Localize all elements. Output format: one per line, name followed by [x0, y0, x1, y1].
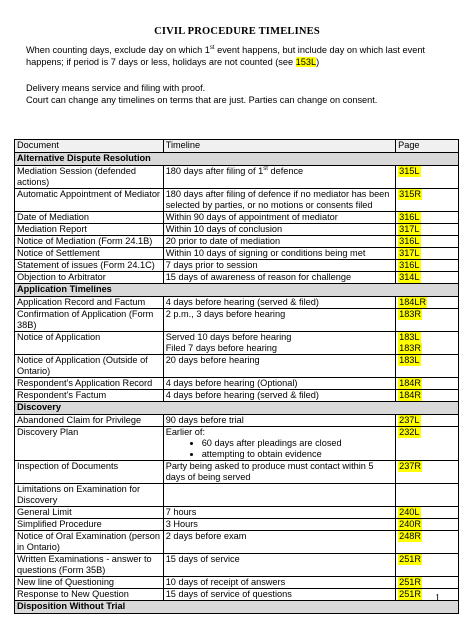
- table-row: Response to New Question 15 days of service of questions 251R: [15, 589, 459, 601]
- table-header: [15, 140, 459, 153]
- table-row: Notice of Application (Outside of Ontario) 20 days before hearing 183L: [15, 355, 459, 378]
- delivery-note: Delivery means service and filing with proof.: [26, 83, 206, 93]
- table-row: Written Examinations - answer to questions (Form 35B) 15 days of service 251R: [15, 554, 459, 577]
- table-row: Statement of issues (Form 24.1C) 7 days prior to session 316L: [15, 260, 459, 272]
- table-row: Notice of Mediation (Form 24.1B) 20 prior to date of mediation 316L: [15, 236, 459, 248]
- page-ref: 316L: [399, 212, 420, 222]
- table-row: Respondent’s Factum 4 days before hearing (served & filed) 184R: [15, 390, 459, 402]
- page-ref: 237R: [399, 461, 422, 471]
- court-note: Court can change any timelines on terms that are just. Parties can change on consent.: [26, 95, 378, 105]
- table-row: Confirmation of Application (Form 38B) 2 p.m., 3 days before hearing 183R: [15, 309, 459, 332]
- page-ref: 183L: [399, 355, 420, 365]
- page-ref: 316L: [399, 260, 420, 270]
- table-row: Notice of Oral Examination (person in Ontario) 2 days before exam 248R: [15, 531, 459, 554]
- bullet-list: • 60 days after pleadings are closed • attempting to obtain evidence: [166, 438, 393, 460]
- page-ref: 237L: [399, 415, 420, 425]
- document-title: CIVIL PROCEDURE TIMELINES: [154, 26, 320, 37]
- page-ref: 317L: [399, 224, 420, 234]
- table-row: Simplified Procedure 3 Hours 240R: [15, 519, 459, 531]
- page-ref: 251R: [399, 554, 422, 564]
- page-ref: 248R: [399, 531, 422, 541]
- page-ref: 232L: [399, 427, 420, 437]
- page-ref: 315R: [399, 189, 422, 199]
- page-ref: 183R: [399, 343, 422, 353]
- page-ref: 314L: [399, 272, 420, 282]
- table-row: Mediation Report Within 10 days of conclusion 317L: [15, 224, 459, 236]
- table-row: Notice of Application Served 10 days before hearing Filed 7 days before hearing 183L 183R: [15, 332, 459, 355]
- table-row: Discovery Plan Earlier of: • 60 days after pleadings are closed • attempting to obtain evidence 232L: [15, 427, 459, 461]
- page-ref: 251R: [399, 577, 422, 587]
- table-row: Automatic Appointment of Mediator 180 days after filing of defence if no mediator has been selected by parties, or no motions or consents filed 315R: [15, 189, 459, 212]
- table-row: Respondent’s Application Record 4 days before hearing (Optional) 184R: [15, 378, 459, 390]
- page-ref: 184LR: [399, 297, 427, 307]
- table-row: Abandoned Claim for Privilege 90 days before trial 237L: [15, 415, 459, 427]
- table-row: Notice of Settlement Within 10 days of signing or conditions being met 317L: [15, 248, 459, 260]
- page-ref: 317L: [399, 248, 420, 258]
- table-row: Date of Mediation Within 90 days of appointment of mediator 316L: [15, 212, 459, 224]
- section-header: Discovery: [15, 402, 459, 415]
- header-timeline: Timeline: [163, 140, 395, 153]
- table-row: Application Record and Factum 4 days before hearing (served & filed) 184LR: [15, 297, 459, 309]
- table-row: Inspection of Documents Party being asked to produce must contact within 5 days of being served 237R: [15, 461, 459, 484]
- page-ref: 251R: [399, 589, 422, 599]
- table-row: New line of Questioning 10 days of receipt of answers 251R: [15, 577, 459, 589]
- page-ref: 183L: [399, 332, 420, 342]
- header-document: Document: [15, 140, 164, 153]
- timelines-table: [14, 139, 459, 614]
- counting-rule: When counting days, exclude day on which 1st event happens, but include day on which last event happens; if period is 7 days or less, holidays are not counted (see 153L): [26, 44, 425, 67]
- table-row: Objection to Arbitrator 15 days of awareness of reason for challenge 314L: [15, 272, 459, 284]
- page-ref: 183R: [399, 309, 422, 319]
- section-header: Disposition Without Trial: [15, 601, 459, 614]
- page-ref: 316L: [399, 236, 420, 246]
- table-row: Mediation Session (defended actions) 180 days after filing of 1st defence 315L: [15, 166, 459, 189]
- page-ref: 240R: [399, 519, 422, 529]
- section-header: Alternative Dispute Resolution: [15, 153, 459, 166]
- page-ref: 184R: [399, 390, 422, 400]
- page-ref: 240L: [399, 507, 420, 517]
- rule-reference: 153L: [295, 57, 317, 67]
- section-header: Application Timelines: [15, 284, 459, 297]
- table-row: Limitations on Examination for Discovery: [15, 484, 459, 507]
- page-ref: 184R: [399, 378, 422, 388]
- table-row: General Limit 7 hours 240L: [15, 507, 459, 519]
- header-page: Page: [396, 140, 459, 153]
- page-ref: 315L: [399, 166, 420, 176]
- page-number: 1: [435, 593, 440, 604]
